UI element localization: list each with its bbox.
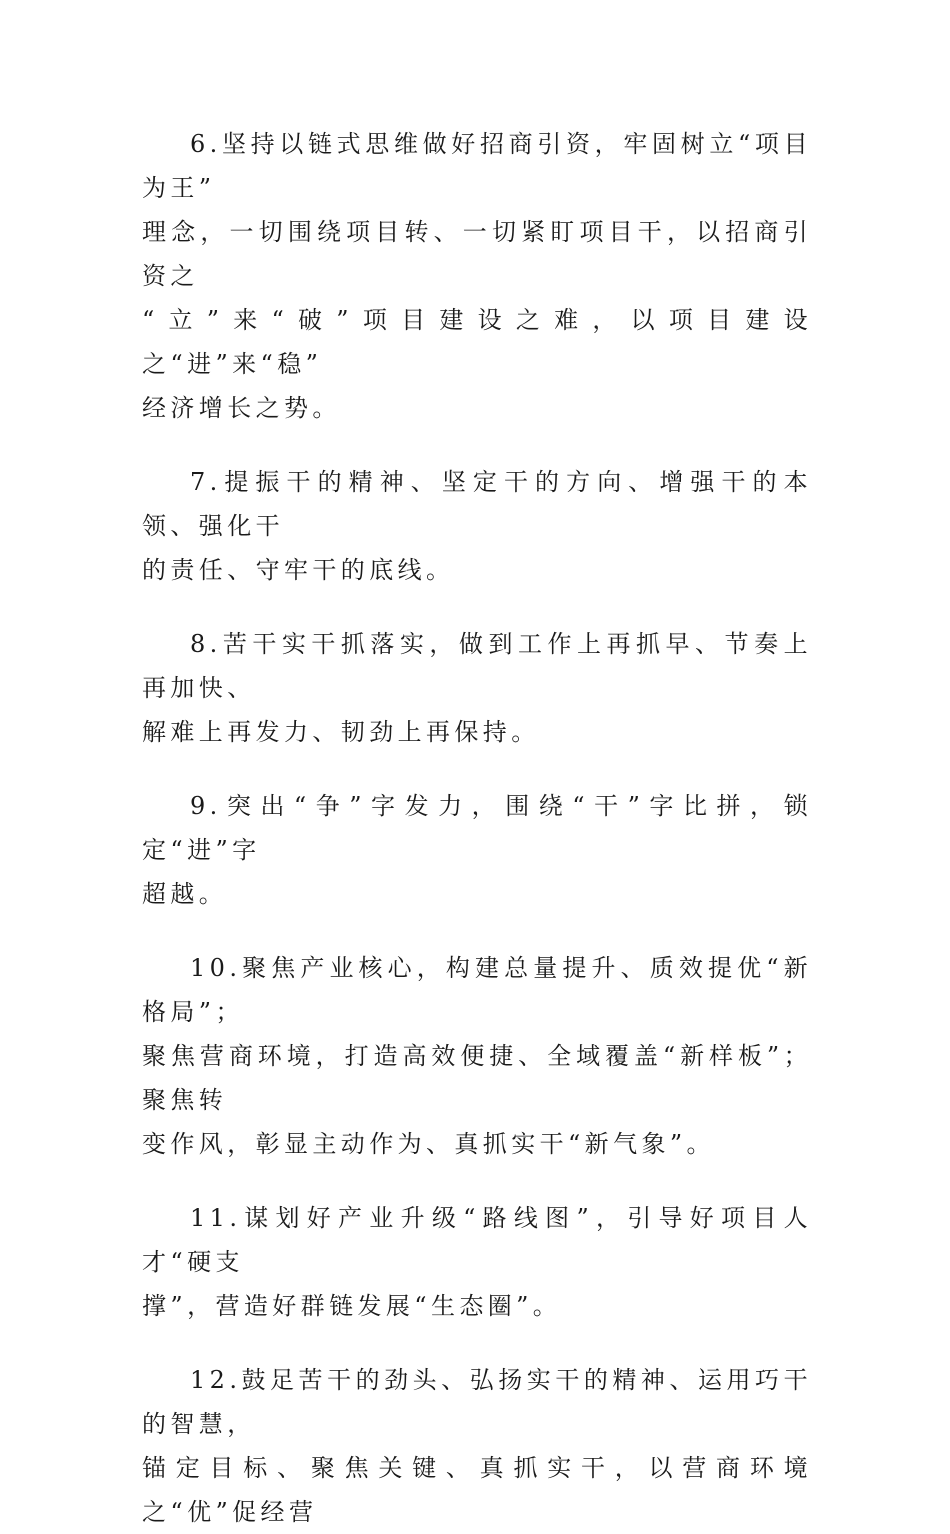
paragraph-line: “立”来“破”项目建设之难，以项目建设之“进”来“稳” <box>142 306 812 378</box>
paragraph-line: 12.鼓足苦干的劲头、弘扬实干的精神、运用巧干的智慧， <box>142 1366 812 1438</box>
document-body <box>142 122 812 1534</box>
paragraph-line: 8.苦干实干抓落实，做到工作上再抓早、节奏上再加快、 <box>142 630 812 702</box>
paragraph-line: 聚焦营商环境，打造高效便捷、全域覆盖“新样板”；聚焦转 <box>142 1042 812 1114</box>
paragraph-line: 7.提振干的精神、坚定干的方向、增强干的本领、强化干 <box>142 468 812 540</box>
paragraph-line: 理念，一切围绕项目转、一切紧盯项目干，以招商引资之 <box>142 218 812 290</box>
paragraph-8 <box>142 622 812 754</box>
paragraph-9 <box>142 784 812 916</box>
paragraph-12 <box>142 1358 812 1534</box>
paragraph-line: 9.突出“争”字发力，围绕“干”字比拼，锁定“进”字 <box>142 792 812 864</box>
paragraph-line: 撑”，营造好群链发展“生态圈”。 <box>142 1292 562 1320</box>
paragraph-line: 超越。 <box>142 880 228 908</box>
paragraph-6 <box>142 122 812 430</box>
paragraph-line: 变作风，彰显主动作为、真抓实干“新气象”。 <box>142 1130 715 1158</box>
paragraph-line: 6.坚持以链式思维做好招商引资，牢固树立“项目为王” <box>142 130 812 202</box>
paragraph-line: 解难上再发力、韧劲上再保持。 <box>142 718 540 746</box>
paragraph-line: 经济增长之势。 <box>142 394 341 422</box>
paragraph-7 <box>142 460 812 592</box>
paragraph-line: 的责任、守牢干的底线。 <box>142 556 455 584</box>
paragraph-line: 11.谋划好产业升级“路线图”，引导好项目人才“硬支 <box>142 1204 812 1276</box>
paragraph-11 <box>142 1196 812 1328</box>
paragraph-line: 10.聚焦产业核心，构建总量提升、质效提优“新格局”； <box>142 954 812 1026</box>
paragraph-10 <box>142 946 812 1166</box>
paragraph-line: 锚定目标、聚焦关键、真抓实干，以营商环境之“优”促经营 <box>142 1454 812 1526</box>
